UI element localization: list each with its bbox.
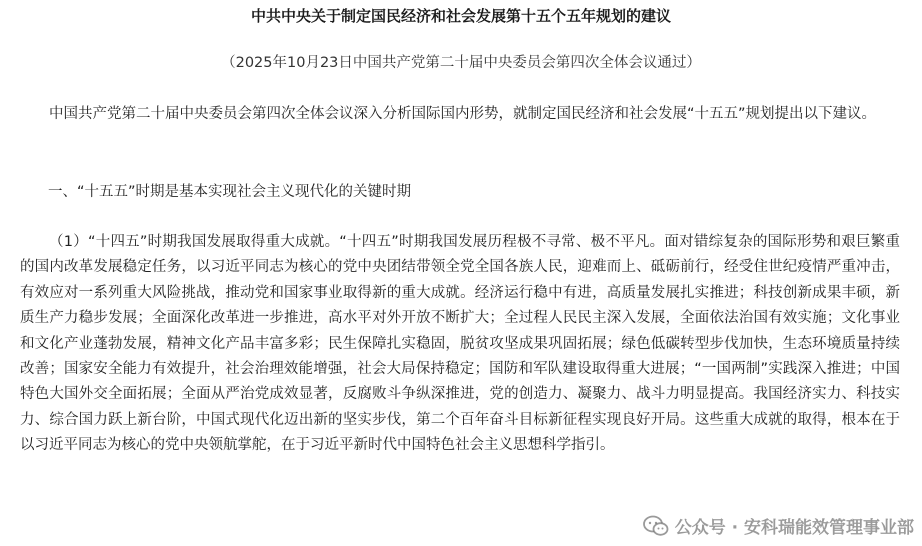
document-title: 中共中央关于制定国民经济和社会发展第十五个五年规划的建议 — [250, 7, 671, 25]
wechat-icon — [643, 515, 669, 537]
watermark-text: 公众号 · 安科瑞能效管理事业部 — [674, 518, 914, 538]
intro-paragraph: 中国共产党第二十届中央委员会第四次全体会议深入分析国际国内形势，就制定国民经济和社会发展“十五五”规划提出以下建议。 — [49, 106, 877, 122]
section-heading: 一、“十五五”时期是基本实现社会主义现代化的关键时期 — [48, 184, 412, 200]
watermark — [643, 513, 914, 538]
body-paragraph: （1）“十四五”时期我国发展取得重大成就。“十四五”时期我国发展历程极不寻常、极不平凡。面对错综复杂的国际形势和艰巨繁重的国内改革发展稳定任务，以习近平同志为核心的党中央团结带领全党全国各族人民，迎难而上、砥砺前行，经受住世纪疫情严重冲击，有效应对一系列重大风险挑战，推动党和国家事业取得新的重大成就。经济运行稳中有进，高质量发展扎实推进；科技创新成果丰硕，新质生产力稳步发展；全面深化改革进一步推进，高水平对外开放不断扩大；全过程人民民主深入发展，全面依法治国有效实施；文化事业和文化产业蓬勃发展，精神文化产品丰富多彩；民生保障扎实稳固，脱贫攻坚成果巩固拓展；绿色低碳转型步伐加快，生态环境质量持续改善；国家安全能力有效提升，社会治理效能增强，社会大局保持稳定；国防和军队建设取得重大进展；“一国两制”实践深入推进；中国特色大国外交全面拓展；全面从严治党成效显著，反腐败斗争纵深推进，党的创造力、凝聚力、战斗力明显提高。我国经济实力、科技实力、综合国力跃上新台阶，中国式现代化迈出新的坚实步伐，第二个百年奋斗目标新征程实现良好开局。这些重大成就的取得，根本在于以习近平同志为核心的党中央领航掌舵，在于习近平新时代中国特色社会主义思想科学指引。 — [20, 234, 900, 454]
document-subtitle: （2025年10月23日中国共产党第二十届中央委员会第四次全体会议通过） — [221, 55, 701, 71]
